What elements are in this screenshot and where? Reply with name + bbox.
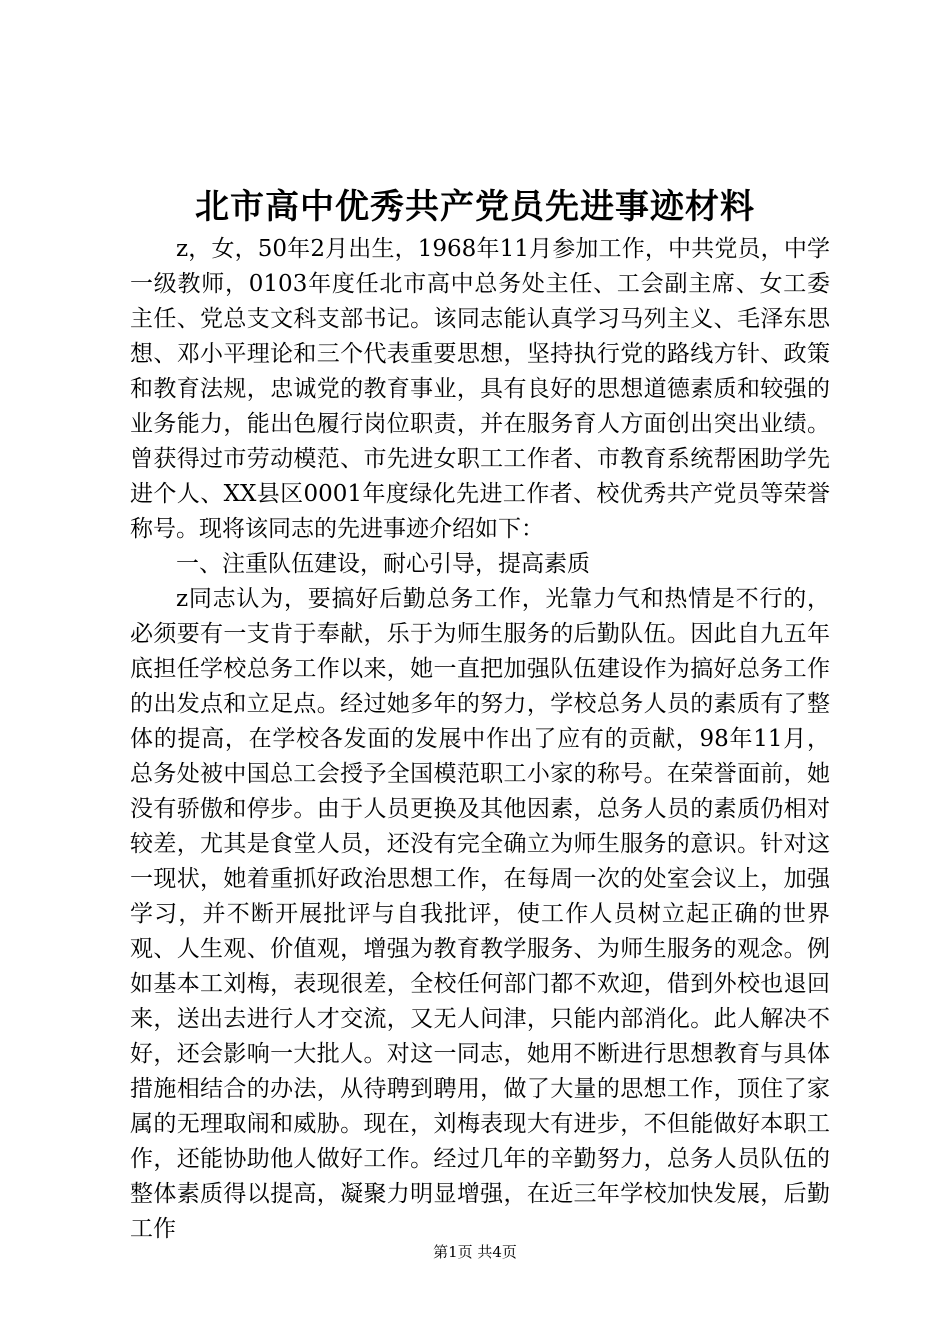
document-title: 北市高中优秀共产党员先进事迹材料 [195,187,755,227]
section-heading: 一、注重队伍建设，耐心引导，提高素质 [176,551,590,577]
page-number-footer: 第1页 共4页 [433,1243,517,1261]
paragraph-team-building: z同志认为，要搞好后勤总务工作，光靠力气和热情是不行的，必须要有一支肯于奉献，乐于为师生服务的后勤队伍。因此自九五年底担任学校总务工作以来，她一直把加强队伍建设作为搞好总务工作的出发点和立足点。经过她多年的努力，学校总务人员的素质有了整体的提高，在学校各发面的发展中作出了应有的贡献，98年11月，总务处被中国总工会授予全国模范职工小家的称号。在荣誉面前，她没有骄傲和停步。由于人员更换及其他因素，总务人员的素质仍相对较差，尤其是食堂人员，还没有完全确立为师生服务的意识。针对这一现状，她着重抓好政治思想工作，在每周一次的处室会议上，加强学习，并不断开展批评与自我批评，使工作人员树立起正确的世界观、人生观、价值观，增强为教育教学服务、为师生服务的观念。例如基本工刘梅，表现很差，全校任何部门都不欢迎，借到外校也退回来，送出去进行人才交流，又无人问津，只能内部消化。此人解决不好，还会影响一大批人。对这一同志，她用不断进行思想教育与具体措施相结合的办法，从待聘到聘用，做了大量的思想工作，顶住了家属的无理取闹和威胁。现在，刘梅表现大有进步，不但能做好本职工作，还能协助他人做好工作。经过几年的辛勤努力，总务人员队伍的整体素质得以提高，凝聚力明显增强，在近三年学校加快发展，后勤工作 [130,586,830,1242]
paragraph-intro: z，女，50年2月出生，1968年11月参加工作，中共党员，中学一级教师，0103年度任北市高中总务处主任、工会副主席、女工委主任、党总支文科支部书记。该同志能认真学习马列主义、毛泽东思想、邓小平理论和三个代表重要思想，坚持执行党的路线方针、政策和教育法规，忠诚党的教育事业，具有良好的思想道德素质和较强的业务能力，能出色履行岗位职责，并在服务育人方面创出突出业绩。曾获得过市劳动模范、市先进女职工工作者、市教育系统帮困助学先进个人、XX县区0001年度绿化先进工作者、校优秀共产党员等荣誉称号。现将该同志的先进事迹介绍如下： [130,236,830,542]
document-body [130,232,830,1247]
